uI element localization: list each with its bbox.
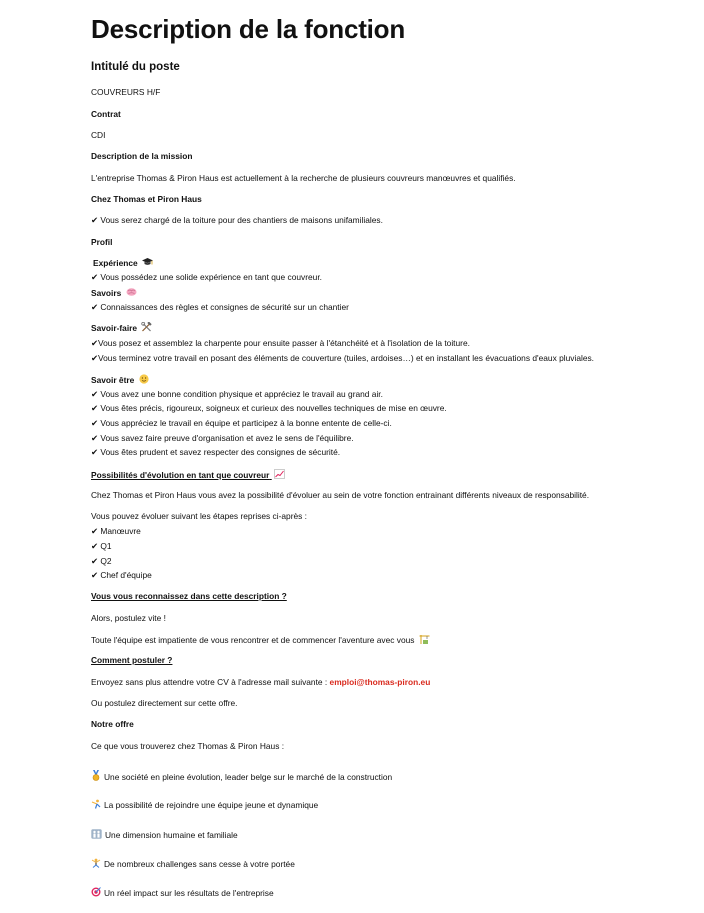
recognize-heading: Vous vous reconnaissez dans cette description ? (91, 591, 287, 601)
profile-heading: Profil (91, 237, 113, 247)
offer-item: Une société en pleine évolution, leader belge sur le marché de la construction (91, 770, 392, 783)
savoirs-heading: Savoirs (91, 287, 137, 299)
mission-text: L'entreprise Thomas & Piron Haus est actuellement à la recherche de plusieurs couvreurs manœuvres et qualifiés. (91, 173, 516, 183)
offer-item: Un réel impact sur les résultats de l'entreprise (91, 887, 274, 899)
offer-heading: Notre offre (91, 719, 134, 729)
apply-heading: Comment postuler ? (91, 655, 173, 665)
person-cartwheel-icon (91, 799, 101, 809)
evolution-text: Chez Thomas et Piron Haus vous avez la possibilité d'évoluer au sein de votre fonction entrainant différents niveaux de responsabilité. (91, 490, 590, 500)
graduation-cap-icon (142, 257, 153, 267)
page-title: Description de la fonction (91, 14, 406, 44)
target-icon (91, 887, 101, 897)
job-title: COUVREURS H/F (91, 87, 161, 97)
recognize-line1: Alors, postulez vite ! (91, 613, 166, 623)
savoir-etre-heading: Savoir être (91, 374, 149, 386)
list-item: ✔Vous posez et assemblez la charpente pour ensuite passer à l'étanchéité et à l'isolation de la toiture. (91, 338, 470, 348)
medal-icon (91, 770, 101, 781)
contract-heading: Contrat (91, 109, 121, 119)
email-link[interactable]: emploi@thomas-piron.eu (329, 677, 431, 687)
evolution-heading: Possibilités d'évolution en tant que couvreur (91, 469, 285, 481)
list-item: ✔ Q2 (91, 556, 112, 566)
list-item: ✔ Vous appréciez le travail en équipe et participez à la bonne entente de celle-ci. (91, 418, 392, 428)
list-item: ✔ Vous êtes précis, rigoureux, soigneux et curieux des nouvelles techniques de mise en œuvre. (91, 403, 447, 413)
list-item: ✔ Connaissances des règles et consignes de sécurité sur un chantier (91, 302, 349, 312)
apply-line2: Ou postulez directement sur cette offre. (91, 698, 238, 708)
list-item: ✔ Vous possédez une solide expérience en tant que couvreur. (91, 272, 322, 282)
list-item: ✔ Vous êtes prudent et savez respecter des consignes de sécurité. (91, 447, 341, 457)
list-item: ✔ Vous savez faire preuve d'organisation et avez le sens de l'équilibre. (91, 433, 354, 443)
mission-heading: Description de la mission (91, 151, 193, 161)
offer-intro: Ce que vous trouverez chez Thomas & Piron Haus : (91, 741, 285, 751)
list-item: ✔ Manœuvre (91, 526, 141, 536)
offer-item: De nombreux challenges sans cesse à votre portée (91, 858, 295, 870)
company-item: ✔ Vous serez chargé de la toiture pour des chantiers de maisons unifamiliales. (91, 215, 383, 225)
list-item: ✔ Q1 (91, 541, 112, 551)
evolution-intro: Vous pouvez évoluer suivant les étapes reprises ci-après : (91, 511, 308, 521)
brain-icon (126, 287, 137, 297)
apply-line1: Envoyez sans plus attendre votre CV à l'adresse mail suivante : emploi@thomas-piron.eu (91, 677, 431, 687)
person-climbing-icon (91, 858, 101, 868)
chart-increasing-icon (274, 469, 285, 479)
contract-value: CDI (91, 130, 106, 140)
offer-item: La possibilité de rejoindre une équipe jeune et dynamique (91, 799, 318, 811)
list-item: ✔ Chef d'équipe (91, 570, 152, 580)
recognize-line2: Toute l'équipe est impatiente de vous rencontrer et de commencer l'aventure avec vous (91, 634, 430, 646)
hammer-wrench-icon (141, 322, 152, 332)
smiley-icon (139, 374, 149, 384)
company-heading: Chez Thomas et Piron Haus (91, 194, 202, 204)
list-item: ✔ Vous avez une bonne condition physique et appréciez le travail au grand air. (91, 389, 383, 399)
list-item: ✔Vous terminez votre travail en posant des éléments de couverture (tuiles, ardoises…) et en installant les évacuations d'eaux pluviales. (91, 353, 595, 363)
savoir-faire-heading: Savoir-faire (91, 322, 152, 334)
building-construction-icon (419, 634, 430, 644)
experience-heading: Expérience (93, 257, 153, 269)
job-title-heading: Intitulé du poste (91, 61, 180, 73)
offer-item: Une dimension humaine et familiale (91, 829, 238, 841)
family-icon (91, 829, 102, 839)
